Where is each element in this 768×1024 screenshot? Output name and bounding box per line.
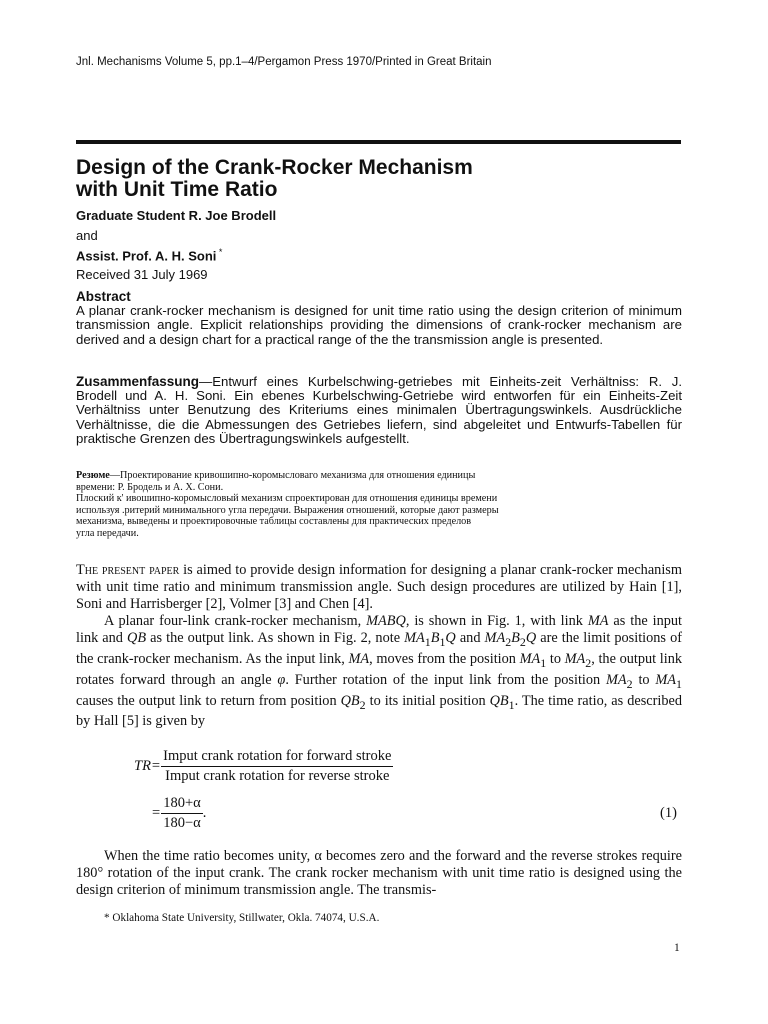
p2-math: QB [127, 630, 147, 646]
p2-math: MA [655, 671, 677, 688]
equation-row-2 [134, 795, 393, 832]
equation-equals-2: = [152, 805, 161, 821]
equation-lhs: TR [134, 758, 151, 774]
body-text [76, 562, 682, 730]
p2-text: , is shown in Fig. 1, with link [405, 613, 588, 629]
paper-title [76, 157, 676, 201]
p2-text: and [455, 630, 485, 646]
p2-math: QB [340, 692, 360, 709]
title-line-2: with Unit Time Ratio [76, 178, 278, 201]
p2-math: B [511, 630, 520, 646]
p2-math: QB [489, 692, 509, 709]
russian-summary-line-1: —Проектирование кривошипно-коромысловаго механизма для отношения единицы [109, 470, 476, 481]
p2-text: causes the output link to return from position [76, 692, 341, 709]
russian-summary [76, 470, 682, 539]
russian-summary-line-3: Плоский к' ивошипно-коромысловый механизм спроектирован для отношения единицы времени [76, 493, 498, 504]
p2-subscript: 1 [540, 655, 547, 670]
p2-subscript: 2 [519, 634, 526, 649]
author-2-footnote-mark: * [216, 247, 223, 257]
p2-math: φ [277, 671, 286, 688]
russian-summary-line-4: используя .ритерий минимального угла передачи. Выражения отношений, которые дают размеры [76, 504, 499, 516]
author-2-name: Assist. Prof. A. H. Soni [76, 248, 217, 264]
paragraph-lead-in: The present paper [76, 562, 180, 578]
body-paragraph-2 [76, 613, 682, 730]
p2-math: MA [606, 671, 627, 688]
p2-math: MA [587, 613, 609, 629]
p2-subscript: 2 [505, 634, 512, 649]
equation-fraction-1 [161, 748, 393, 785]
abstract-section [76, 290, 682, 347]
russian-summary-line-5: механизма, выведены и проектировочные таблицы составлены для практических пределов [76, 516, 472, 527]
equation-equals: = [151, 758, 161, 774]
p2-math: MA [348, 650, 370, 667]
p2-subscript: 2 [359, 697, 366, 712]
p2-math: Q [525, 630, 537, 646]
p2-math: MABQ [366, 613, 406, 629]
p2-text: as the output link. As shown in Fig. 2, note [146, 630, 405, 646]
equation-period: . [202, 805, 207, 821]
p2-text: to [632, 671, 656, 688]
p2-math: MA [519, 650, 541, 667]
fraction-2-numerator: 180+α [161, 795, 203, 814]
p2-subscript: 1 [676, 676, 682, 691]
p2-math: MA [564, 650, 586, 667]
author-2 [76, 247, 222, 263]
p2-math: MA [484, 630, 506, 646]
equation-row-1 [134, 748, 393, 785]
fraction-1-numerator: Imput crank rotation for forward stroke [161, 748, 393, 767]
fraction-2-denominator: 180−α [163, 815, 201, 831]
header-rule [76, 140, 681, 144]
abstract-heading: Abstract [76, 289, 131, 304]
equation-1 [134, 748, 393, 832]
footnote: * Oklahoma State University, Stillwater, Okla. 74074, U.S.A. [104, 912, 380, 924]
p2-subscript: 2 [626, 676, 633, 691]
p2-subscript: 1 [508, 697, 515, 712]
received-date: Received 31 July 1969 [76, 267, 208, 282]
russian-summary-line-6: угла передачи. [76, 527, 139, 539]
p2-text: , the output link rotates forward through an angle [76, 650, 682, 688]
p2-text: . Further rotation of the input link from the position [285, 671, 607, 688]
body-paragraph-1 [76, 562, 682, 613]
p2-subscript: 2 [585, 655, 592, 670]
p2-text: . The time ratio, as described by Hall [5] is given by [76, 692, 682, 730]
p2-subscript: 1 [424, 634, 431, 649]
german-summary [76, 375, 682, 446]
p2-math: Q [445, 630, 456, 646]
p2-text: A planar four-link crank-rocker mechanism, [104, 613, 367, 629]
equation-fraction-2 [161, 795, 203, 832]
p2-subscript: 1 [439, 634, 446, 649]
p2-text: to its initial position [365, 692, 490, 709]
p2-text: to [546, 650, 565, 667]
russian-summary-heading: Резюме [76, 470, 110, 481]
p2-text: as the input link and [76, 613, 683, 646]
fraction-1-denominator: Imput crank rotation for reverse stroke [165, 768, 390, 784]
journal-citation: Jnl. Mechanisms Volume 5, pp.1–4/Pergamon Press 1970/Printed in Great Britain [76, 56, 492, 68]
german-summary-heading: Zusammenfassung [76, 374, 200, 389]
p2-text: , moves from the position [369, 650, 520, 667]
author-1: Graduate Student R. Joe Brodell [76, 208, 277, 223]
body-paragraph-3-container [76, 848, 682, 899]
german-summary-text: —Entwurf eines Kurbelschwing-getriebes mit Einheits-zeit Verhältniss: R. J. Brodell und A. H. Soni. Ein ebenes Kurbelschwing-Getriebe wird entworfen für ein Einheits-Zeit Verhältniss unter Benutzung des Kriteriums eines minimalen Übertragungswinkels. Ausdrückliche Verhältnisse, die die Abmessungen des Getriebes liefern, sind abgeleitet und Entwurfs-Tabellen für praktische Grenzen des Übertragungswinkels aufgestellt. [76, 374, 682, 446]
p2-math: B [430, 630, 440, 646]
page-number: 1 [674, 942, 680, 954]
paragraph-1-text: is aimed to provide design information for designing a planar crank-rocker mechanism with unit time ratio and minimum transmission angle. Such design procedures are utilized by Hain [1], Soni and Harrisberger [2], Volmer [3] and Chen [4]. [76, 562, 682, 612]
russian-summary-line-2: времени: Р. Бродель и А. Х. Сони. [76, 481, 224, 493]
title-line-1: Design of the Crank-Rocker Mechanism [76, 156, 473, 179]
author-conjunction: and [76, 228, 98, 243]
body-paragraph-3: When the time ratio becomes unity, α becomes zero and the forward and the reverse strokes require 180° rotation of the input crank. The crank rocker mechanism with unit time ratio is designed using the design criterion of minimum transmission angle. The transmis- [76, 848, 682, 898]
p2-math: MA [404, 630, 425, 646]
p2-text: are the limit positions of the crank-rocker mechanism. As the input link, [76, 630, 682, 667]
abstract-text: A planar crank-rocker mechanism is designed for unit time ratio using the design criterion of minimum transmission angle. Explicit relationships providing the dimensions of crank-rocker mechanism are derived and a design chart for a practical range of the the transmission angle is presented. [76, 303, 682, 347]
equation-number: (1) [660, 805, 677, 821]
